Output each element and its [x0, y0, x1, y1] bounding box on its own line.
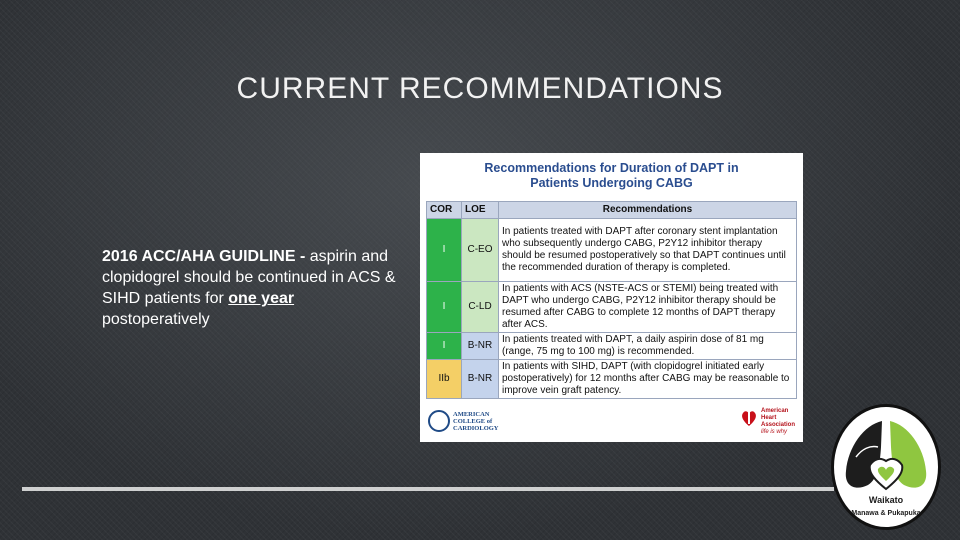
acc-logo-text [453, 411, 499, 432]
acc-seal-icon [428, 410, 450, 432]
table-row [427, 282, 797, 333]
figure-title-line2: Patients Undergoing CABG [530, 176, 693, 190]
aha-logo-line: Association [760, 422, 795, 428]
corner-logo-text2: Manawa & Pukapuka [851, 510, 921, 517]
loe-cell: B-NR [462, 333, 499, 360]
guideline-heading: 2016 ACC/AHA GUIDLINE - [102, 248, 306, 265]
figure-logos [426, 408, 797, 438]
table-row [427, 333, 797, 360]
aha-tagline: life is why [760, 429, 787, 435]
recommendations-table [426, 201, 797, 399]
recommendation-cell: In patients treated with DAPT, a daily aspirin dose of 81 mg (range, 75 mg to 100 mg) is recommended. [499, 333, 797, 360]
loe-cell: C-LD [462, 282, 499, 333]
heart-torch-icon [740, 408, 758, 428]
slide-title: CURRENT RECOMMENDATIONS [236, 72, 724, 105]
dapt-recommendations-figure [420, 153, 803, 442]
waikato-corner-logo [831, 404, 941, 530]
figure-title-line1: Recommendations for Duration of DAPT in [484, 161, 739, 175]
acc-logo-line: COLLEGE of [453, 417, 493, 425]
body-text-part2: postoperatively [102, 311, 210, 328]
header-loe: LOE [462, 202, 499, 219]
loe-cell: B-NR [462, 360, 499, 399]
loe-cell: C-EO [462, 219, 499, 282]
figure-title [420, 161, 803, 191]
cor-cell: IIb [427, 360, 462, 399]
acc-logo-line: CARDIOLOGY [453, 424, 499, 432]
cor-cell: I [427, 333, 462, 360]
lungs-heart-logo-icon [834, 407, 938, 527]
recommendation-cell: In patients with SIHD, DAPT (with clopidogrel initiated early postoperatively) for 12 months after CABG may be reasonable to improve vein graft patency. [499, 360, 797, 399]
table-row [427, 360, 797, 399]
recommendation-cell: In patients treated with DAPT after coronary stent implantation who subsequently undergo CABG, P2Y12 inhibitor therapy should be resumed postoperatively so that DAPT continues until the recommended duration of therapy is completed. [499, 219, 797, 282]
aha-logo-line: Heart [760, 415, 777, 421]
recommendation-cell: In patients with ACS (NSTE-ACS or STEMI) being treated with DAPT who undergo CABG, P2Y12 inhibitor therapy should be resumed after CABG to complete 12 months of DAPT therapy after ACS. [499, 282, 797, 333]
aha-logo-line: American [760, 408, 789, 414]
acc-logo [428, 410, 499, 432]
header-recommendations: Recommendations [499, 202, 797, 219]
divider-line [22, 487, 834, 491]
table-row [427, 219, 797, 282]
header-cor: COR [427, 202, 462, 219]
acc-logo-line: AMERICAN [453, 410, 490, 418]
cor-cell: I [427, 219, 462, 282]
aha-logo-text [761, 408, 795, 436]
one-year-emphasis: one year [228, 290, 295, 307]
aha-logo [740, 408, 795, 436]
table-header-row [427, 202, 797, 219]
cor-cell: I [427, 282, 462, 333]
corner-logo-text1: Waikato [868, 495, 904, 505]
slide-body-text [102, 246, 402, 330]
body-text-part1: aspirin and clopidogrel should be continued in ACS & SIHD patients for [102, 248, 396, 307]
